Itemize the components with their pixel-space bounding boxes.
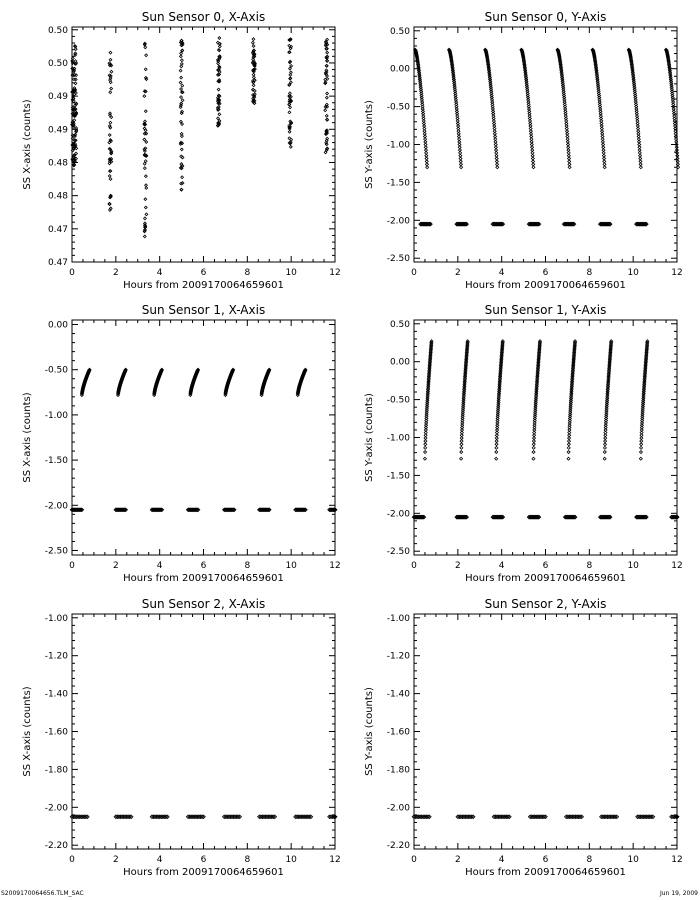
data-point xyxy=(288,84,291,87)
data-point xyxy=(143,235,146,238)
data-point xyxy=(253,102,256,105)
y-tick-label: 0.47 xyxy=(47,224,68,235)
data-point xyxy=(288,103,291,106)
data-point xyxy=(290,122,293,125)
data-point xyxy=(217,117,220,120)
data-point xyxy=(326,78,329,81)
chart-panel-0 xyxy=(22,10,341,291)
x-tick-label: 2 xyxy=(454,855,461,865)
data-point xyxy=(252,88,255,91)
data-point xyxy=(252,38,255,41)
data-point xyxy=(108,134,111,137)
data-point xyxy=(180,76,183,79)
x-tick-label: 2 xyxy=(454,268,461,278)
x-tick-label: 12 xyxy=(329,268,341,278)
x-tick-label: 6 xyxy=(542,268,549,278)
x-axis-label: Hours from 2009170064659601 xyxy=(465,573,626,584)
chart-title: Sun Sensor 0, Y-Axis xyxy=(484,10,607,24)
x-tick-label: 0 xyxy=(69,268,75,278)
data-point xyxy=(325,114,328,117)
x-tick-label: 4 xyxy=(156,561,163,571)
data-point xyxy=(181,99,184,102)
y-tick-label: -2.00 xyxy=(386,803,410,814)
x-tick-label: 12 xyxy=(329,561,341,571)
chart-title: Sun Sensor 0, X-Axis xyxy=(141,10,266,24)
data-point xyxy=(145,187,148,190)
footer-filename: S2009170064656.TLM_SAC xyxy=(1,890,84,897)
chart-title: Sun Sensor 1, Y-Axis xyxy=(484,303,607,317)
y-tick-label: -1.80 xyxy=(386,765,410,776)
x-tick-label: 4 xyxy=(498,855,505,865)
data-point xyxy=(496,166,499,169)
x-tick-label: 2 xyxy=(454,561,461,571)
data-point xyxy=(604,443,607,446)
y-tick-label: -1.00 xyxy=(386,613,410,624)
y-tick-label: 0.50 xyxy=(47,58,68,69)
data-point xyxy=(73,119,76,122)
data-point xyxy=(72,100,75,103)
x-tick-label: 8 xyxy=(586,268,593,278)
x-tick-label: 2 xyxy=(112,268,119,278)
data-point xyxy=(181,49,184,52)
data-point xyxy=(324,109,327,112)
data-point xyxy=(640,443,643,446)
data-point xyxy=(143,95,146,98)
plot-frame xyxy=(414,320,677,555)
x-tick-label: 8 xyxy=(244,268,251,278)
data-point xyxy=(603,451,606,454)
data-point xyxy=(217,88,220,91)
data-point xyxy=(109,77,112,80)
data-point xyxy=(218,113,221,116)
y-tick-label: 0.50 xyxy=(389,26,410,37)
data-point xyxy=(180,182,183,185)
data-point xyxy=(143,127,146,130)
data-point xyxy=(180,163,183,166)
y-tick-label: -2.00 xyxy=(386,216,410,227)
data-point xyxy=(218,120,221,123)
data-point xyxy=(109,126,112,129)
data-point xyxy=(532,446,535,449)
data-point xyxy=(532,457,535,460)
chart-title: Sun Sensor 2, Y-Axis xyxy=(484,597,607,611)
data-point xyxy=(144,175,147,178)
data-point xyxy=(108,175,111,178)
y-axis-label: SS Y-axis (counts) xyxy=(364,687,375,776)
data-point xyxy=(145,213,148,216)
data-point xyxy=(325,139,328,142)
data-point xyxy=(180,102,183,105)
data-point xyxy=(289,77,292,80)
y-tick-label: -1.50 xyxy=(386,178,410,189)
data-point xyxy=(426,166,429,169)
y-tick-label: 0.49 xyxy=(47,92,68,103)
chart-panel-2 xyxy=(22,303,341,584)
y-tick-label: -0.50 xyxy=(44,365,68,376)
y-tick-label: 0.00 xyxy=(389,64,410,75)
data-point xyxy=(109,81,112,84)
x-tick-label: 8 xyxy=(244,561,251,571)
data-point xyxy=(144,147,147,150)
data-point xyxy=(143,167,146,170)
y-tick-label: -1.00 xyxy=(44,613,68,624)
y-tick-label: -1.00 xyxy=(44,410,68,421)
y-tick-label: 0.49 xyxy=(47,125,68,136)
data-point xyxy=(218,71,221,74)
data-point xyxy=(109,209,112,212)
data-point xyxy=(108,141,111,144)
data-point xyxy=(288,111,291,114)
data-point xyxy=(603,446,606,449)
data-point xyxy=(180,188,183,191)
plot-frame xyxy=(72,320,335,555)
data-point xyxy=(495,457,498,460)
x-tick-label: 0 xyxy=(69,855,75,865)
x-tick-label: 4 xyxy=(498,268,505,278)
y-tick-label: -1.50 xyxy=(386,471,410,482)
chart-panel-3 xyxy=(364,303,683,584)
data-point xyxy=(144,68,147,71)
y-tick-label: 0.50 xyxy=(389,319,410,330)
y-tick-label: 0.00 xyxy=(47,320,68,331)
x-tick-label: 10 xyxy=(627,268,639,278)
x-axis-label: Hours from 2009170064659601 xyxy=(465,280,626,291)
data-point xyxy=(252,84,255,87)
y-tick-label: -1.60 xyxy=(44,727,68,738)
chart-title: Sun Sensor 2, X-Axis xyxy=(141,597,266,611)
data-point xyxy=(460,443,463,446)
data-point xyxy=(75,74,78,77)
data-point xyxy=(495,443,498,446)
data-point xyxy=(253,79,256,82)
data-point xyxy=(532,451,535,454)
x-tick-label: 6 xyxy=(200,855,207,865)
data-point xyxy=(109,58,112,61)
data-point xyxy=(289,67,292,70)
data-point xyxy=(325,64,328,67)
chart-panel-4 xyxy=(22,597,341,878)
data-point xyxy=(180,88,183,91)
data-point xyxy=(145,184,148,187)
y-tick-label: 0.48 xyxy=(47,158,68,169)
x-axis-label: Hours from 2009170064659601 xyxy=(123,867,284,878)
y-tick-label: -2.50 xyxy=(386,547,410,558)
data-point xyxy=(567,446,570,449)
y-axis-label: SS Y-axis (counts) xyxy=(364,100,375,189)
x-tick-label: 10 xyxy=(285,268,297,278)
data-point xyxy=(181,135,184,138)
data-point xyxy=(496,163,499,166)
data-point xyxy=(73,87,76,90)
data-point xyxy=(110,70,113,73)
data-point xyxy=(252,45,255,48)
footer-date: Jun 19, 2009 xyxy=(659,890,698,897)
data-point xyxy=(603,166,606,169)
x-tick-label: 4 xyxy=(156,855,163,865)
data-point xyxy=(179,81,182,84)
data-point xyxy=(424,446,427,449)
data-point xyxy=(109,91,112,94)
y-tick-label: -2.00 xyxy=(44,803,68,814)
data-point xyxy=(108,202,111,205)
data-point xyxy=(179,55,182,58)
data-point xyxy=(143,138,146,141)
data-point xyxy=(326,51,329,54)
y-tick-label: 0.48 xyxy=(47,191,68,202)
y-tick-label: -0.50 xyxy=(386,102,410,113)
y-tick-label: -1.20 xyxy=(386,651,410,662)
data-point xyxy=(290,81,293,84)
data-point xyxy=(218,37,221,40)
data-point xyxy=(568,163,571,166)
data-point xyxy=(567,443,570,446)
x-tick-label: 6 xyxy=(542,855,549,865)
y-axis-label: SS X-axis (counts) xyxy=(22,686,33,777)
x-tick-label: 0 xyxy=(411,855,417,865)
data-point xyxy=(181,110,184,113)
data-point xyxy=(460,451,463,454)
data-point xyxy=(288,137,291,140)
data-point xyxy=(288,130,291,133)
y-tick-label: -1.80 xyxy=(44,765,68,776)
x-tick-label: 6 xyxy=(200,268,207,278)
y-tick-label: -2.20 xyxy=(44,841,68,852)
data-point xyxy=(144,120,147,123)
data-point xyxy=(109,170,112,173)
y-tick-label: 0.00 xyxy=(389,357,410,368)
chart-title: Sun Sensor 1, X-Axis xyxy=(141,303,266,317)
chart-panel-5 xyxy=(364,597,683,878)
data-point xyxy=(180,52,183,55)
plot-frame xyxy=(72,614,335,849)
data-point xyxy=(326,118,329,121)
y-tick-label: -1.40 xyxy=(44,689,68,700)
data-point xyxy=(145,141,148,144)
x-tick-label: 8 xyxy=(586,855,593,865)
data-point xyxy=(75,102,78,105)
data-point xyxy=(109,178,112,181)
y-tick-label: -2.20 xyxy=(386,841,410,852)
data-point xyxy=(289,74,292,77)
y-tick-label: -0.50 xyxy=(386,395,410,406)
data-point xyxy=(495,451,498,454)
data-point xyxy=(532,163,535,166)
x-tick-label: 2 xyxy=(112,561,119,571)
data-point xyxy=(110,87,113,90)
x-tick-label: 0 xyxy=(411,561,417,571)
data-point xyxy=(603,163,606,166)
data-point xyxy=(460,166,463,169)
y-tick-label: -1.20 xyxy=(44,651,68,662)
x-tick-label: 6 xyxy=(542,561,549,571)
y-tick-label: -1.60 xyxy=(386,727,410,738)
data-point xyxy=(567,451,570,454)
y-tick-label: -2.50 xyxy=(44,546,68,557)
data-point xyxy=(144,198,147,201)
x-axis-label: Hours from 2009170064659601 xyxy=(465,867,626,878)
data-point xyxy=(289,92,292,95)
data-point xyxy=(144,110,147,113)
data-point xyxy=(180,59,183,62)
x-tick-label: 12 xyxy=(671,855,683,865)
data-point xyxy=(181,156,184,159)
y-tick-label: -2.00 xyxy=(386,509,410,520)
chart-panel-1 xyxy=(364,10,683,291)
data-point xyxy=(181,84,184,87)
y-tick-label: -1.00 xyxy=(386,433,410,444)
data-point xyxy=(326,60,329,63)
data-point xyxy=(180,63,183,66)
data-point xyxy=(639,457,642,460)
data-point xyxy=(143,162,146,165)
y-tick-label: -1.40 xyxy=(386,689,410,700)
x-axis-label: Hours from 2009170064659601 xyxy=(123,280,284,291)
data-point xyxy=(109,121,112,124)
data-point xyxy=(289,145,292,148)
data-point xyxy=(181,123,184,126)
data-point xyxy=(640,446,643,449)
data-point xyxy=(288,95,291,98)
data-point xyxy=(180,148,183,151)
data-point xyxy=(180,39,183,42)
data-point xyxy=(144,206,147,209)
x-axis-label: Hours from 2009170064659601 xyxy=(123,573,284,584)
data-point xyxy=(288,51,291,54)
data-point xyxy=(326,75,329,78)
y-tick-label: -2.50 xyxy=(386,254,410,265)
x-tick-label: 0 xyxy=(411,268,417,278)
y-tick-label: 0.50 xyxy=(47,25,68,36)
data-point xyxy=(109,51,112,54)
x-tick-label: 2 xyxy=(112,855,119,865)
plot-frame xyxy=(72,27,335,262)
data-point xyxy=(218,49,221,52)
data-point xyxy=(460,446,463,449)
x-tick-label: 4 xyxy=(498,561,505,571)
data-point xyxy=(145,54,148,57)
data-point xyxy=(252,73,255,76)
data-point xyxy=(75,152,78,155)
data-point xyxy=(568,166,571,169)
data-point xyxy=(110,152,113,155)
x-tick-label: 8 xyxy=(586,561,593,571)
data-point xyxy=(423,457,426,460)
y-tick-label: 0.47 xyxy=(47,258,68,268)
x-tick-label: 10 xyxy=(285,561,297,571)
data-point xyxy=(179,106,182,109)
data-point xyxy=(144,46,147,49)
data-point xyxy=(532,443,535,446)
data-point xyxy=(181,176,184,179)
data-point xyxy=(74,82,77,85)
data-point xyxy=(639,163,642,166)
data-point xyxy=(326,92,329,95)
y-tick-label: -2.00 xyxy=(44,501,68,512)
x-tick-label: 6 xyxy=(200,561,207,571)
data-point xyxy=(218,43,221,46)
y-tick-label: -1.50 xyxy=(44,456,68,467)
x-tick-label: 10 xyxy=(627,561,639,571)
data-point xyxy=(289,106,292,109)
plot-frame xyxy=(414,614,677,849)
data-point xyxy=(495,446,498,449)
x-tick-label: 4 xyxy=(156,268,163,278)
data-point xyxy=(71,57,74,60)
y-axis-label: SS Y-axis (counts) xyxy=(364,393,375,482)
x-tick-label: 10 xyxy=(627,855,639,865)
x-tick-label: 12 xyxy=(671,561,683,571)
data-point xyxy=(71,137,74,140)
data-point xyxy=(326,38,329,41)
y-axis-label: SS X-axis (counts) xyxy=(22,392,33,483)
data-point xyxy=(459,163,462,166)
data-point xyxy=(144,217,147,220)
data-point xyxy=(251,41,254,44)
x-tick-label: 12 xyxy=(329,855,341,865)
data-point xyxy=(424,451,427,454)
x-tick-label: 8 xyxy=(244,855,251,865)
data-point xyxy=(325,96,328,99)
data-point xyxy=(567,457,570,460)
data-point xyxy=(290,45,293,48)
data-point xyxy=(180,96,183,99)
data-point xyxy=(290,71,293,74)
data-point xyxy=(179,69,182,72)
y-axis-label: SS X-axis (counts) xyxy=(22,99,33,190)
data-point xyxy=(639,451,642,454)
data-point xyxy=(110,116,113,119)
y-tick-label: -1.00 xyxy=(386,140,410,151)
data-point xyxy=(532,166,535,169)
data-point xyxy=(460,457,463,460)
x-tick-label: 0 xyxy=(69,561,75,571)
x-tick-label: 10 xyxy=(285,855,297,865)
data-point xyxy=(425,163,428,166)
data-point xyxy=(603,457,606,460)
x-tick-label: 12 xyxy=(671,268,683,278)
data-point xyxy=(639,166,642,169)
data-point xyxy=(424,443,427,446)
